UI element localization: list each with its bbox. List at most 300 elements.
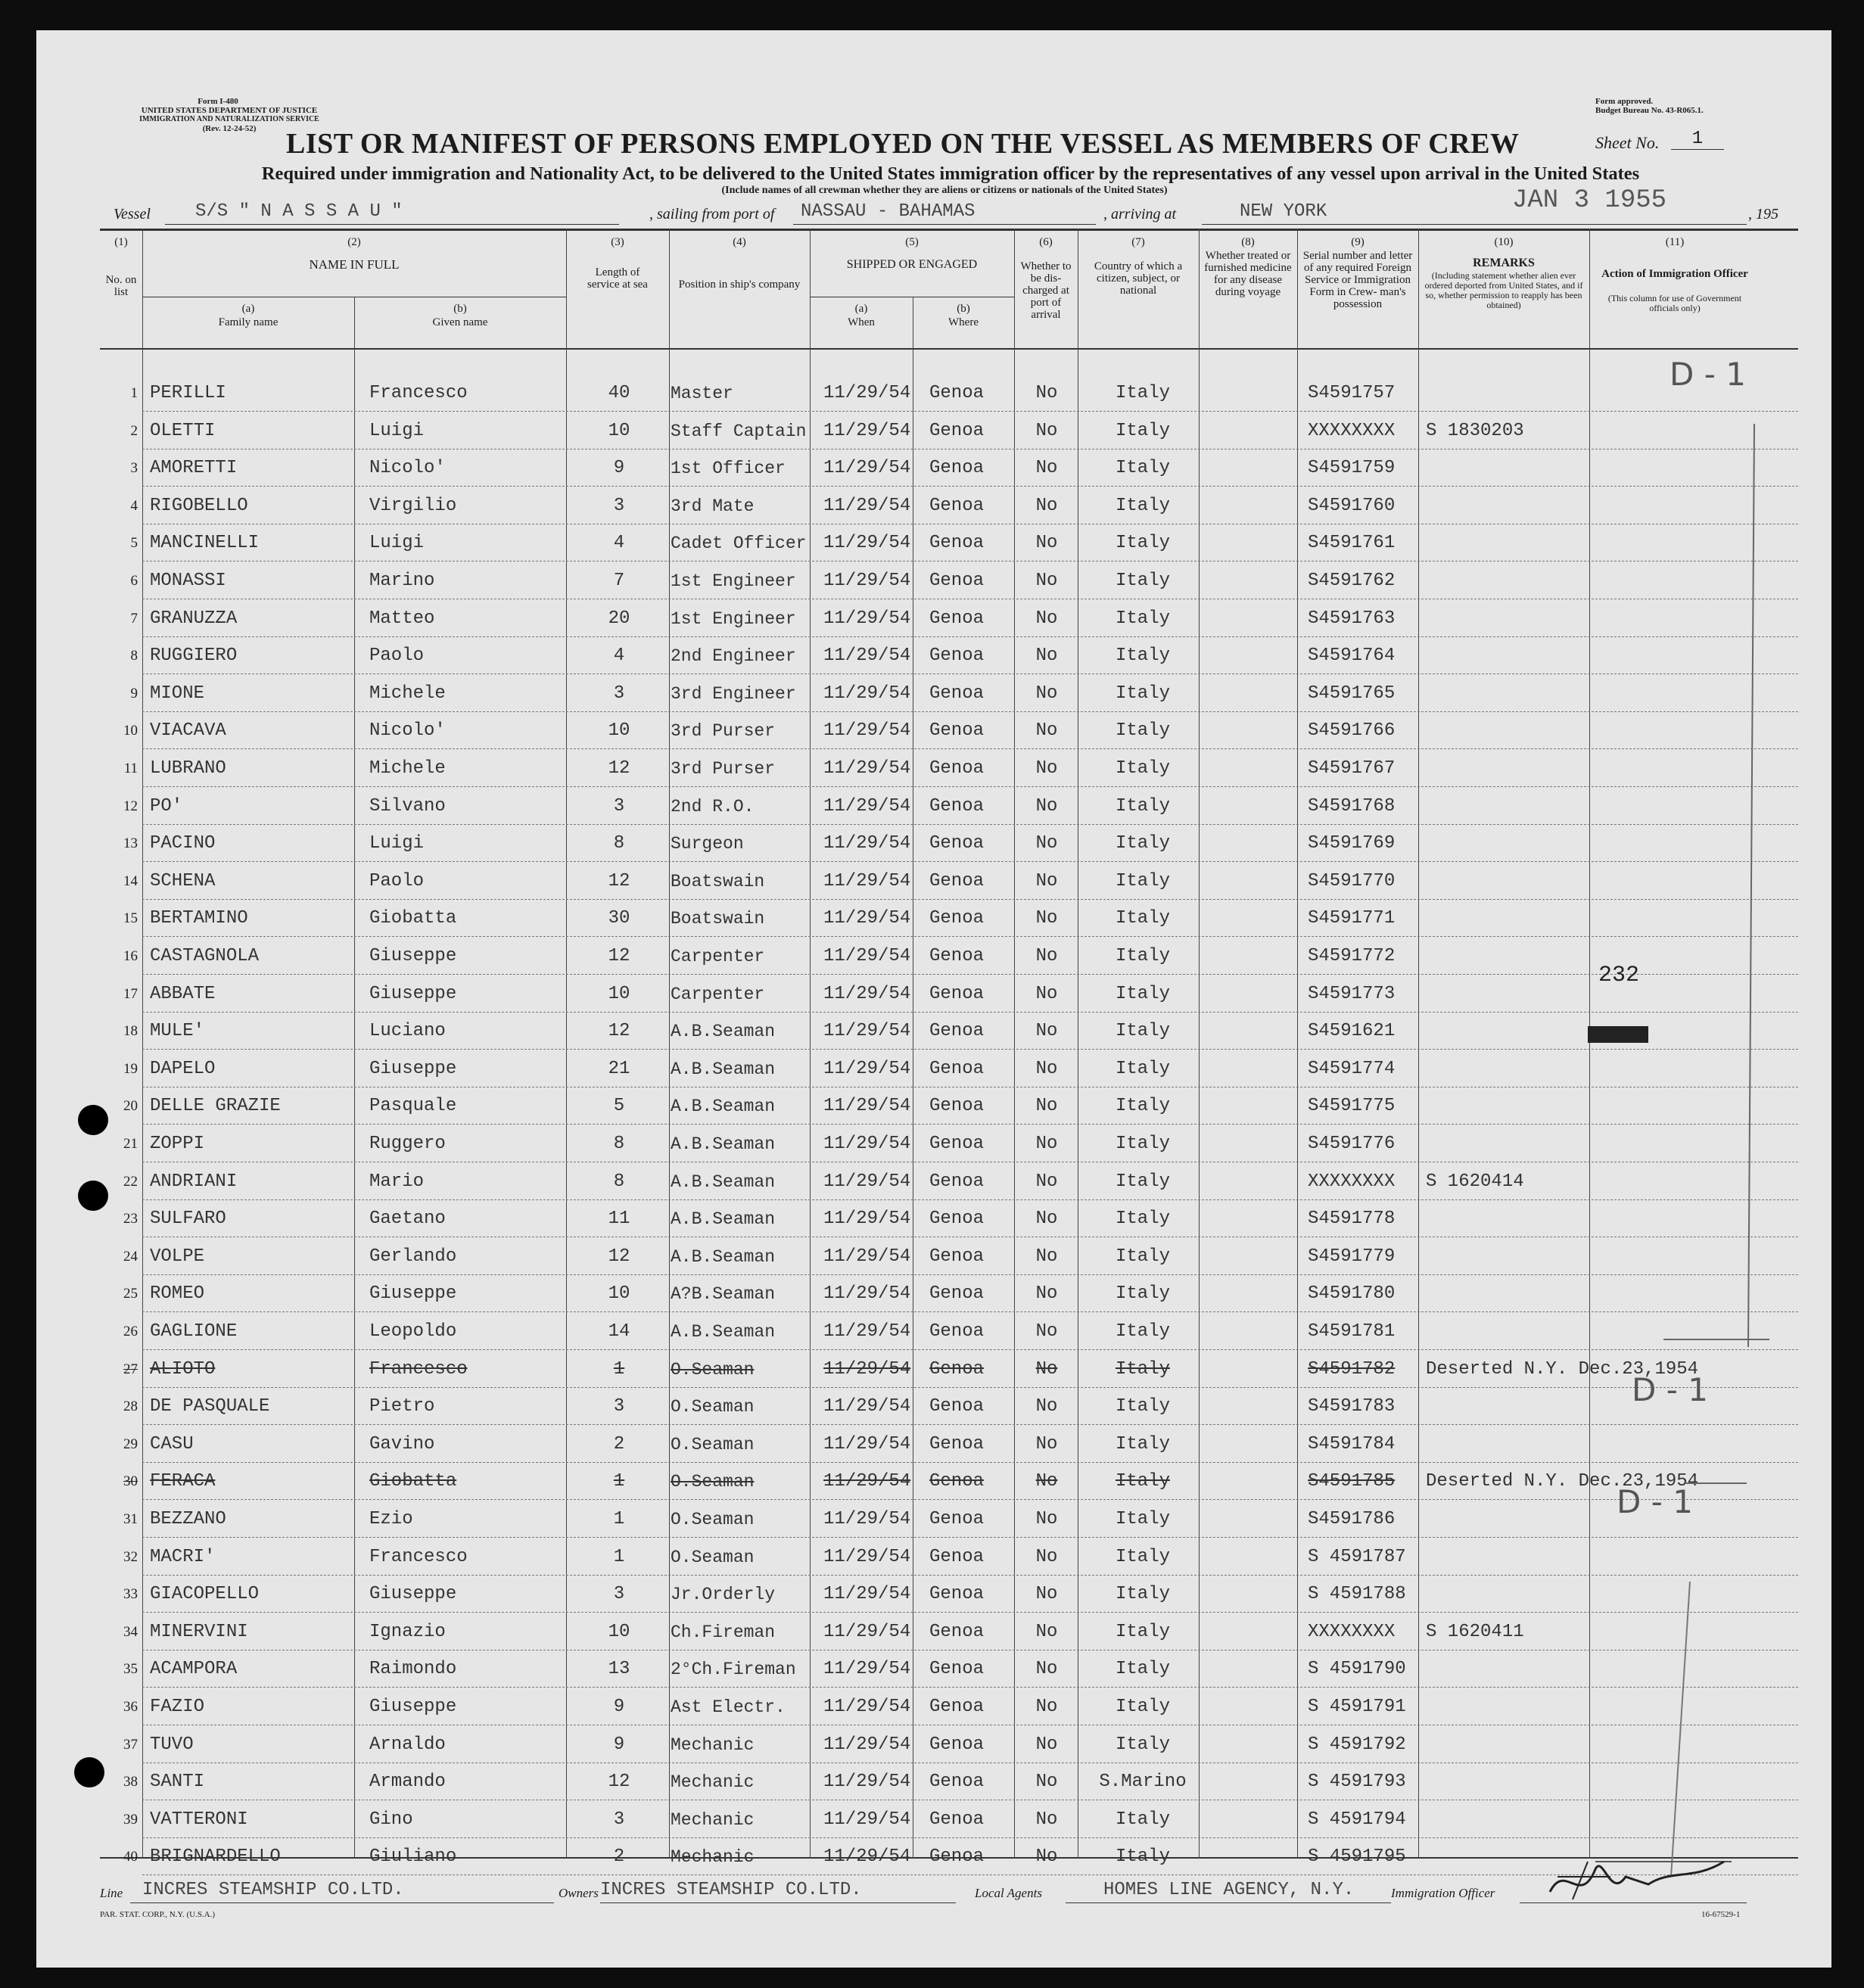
row-number: 39 <box>123 1811 138 1828</box>
family-name: MINERVINI <box>150 1621 248 1642</box>
serial-number: S 4591790 <box>1308 1659 1406 1680</box>
serial-number: S4591780 <box>1308 1283 1396 1305</box>
ship-position: O.Seaman <box>671 1434 755 1454</box>
shipped-when: 11/29/54 <box>823 495 911 516</box>
country: Italy <box>1115 1584 1170 1605</box>
owners-label: Owners <box>559 1886 599 1900</box>
row-number: 10 <box>123 723 138 739</box>
family-name: ALIOTO <box>150 1358 216 1380</box>
given-name: Giuseppe <box>369 983 457 1004</box>
shipped-when: 11/29/54 <box>823 458 911 479</box>
given-name: Giuseppe <box>369 1283 457 1305</box>
family-name: LUBRANO <box>150 758 226 779</box>
shipped-when: 11/29/54 <box>823 795 911 817</box>
service-length: 3 <box>613 795 625 817</box>
row-number: 1 <box>130 385 138 401</box>
service-length: 7 <box>613 571 625 591</box>
ship-position: 1st Engineer <box>671 571 796 591</box>
shipped-where: Genoa <box>929 1358 985 1380</box>
ship-position: O.Seaman <box>671 1510 755 1529</box>
shipped-when: 11/29/54 <box>823 1471 911 1492</box>
row-number: 20 <box>123 1098 138 1115</box>
shipped-when: 11/29/54 <box>823 983 911 1004</box>
discharged: No <box>1035 720 1058 742</box>
shipped-where: Genoa <box>929 1321 985 1342</box>
discharged: No <box>1035 1809 1058 1830</box>
family-name: PO' <box>150 795 183 817</box>
shipped-when: 11/29/54 <box>823 1846 911 1868</box>
given-name: Michele <box>369 758 446 779</box>
discharged: No <box>1035 1321 1058 1342</box>
country: Italy <box>1115 383 1170 403</box>
given-name: Ezio <box>369 1509 413 1529</box>
country: Italy <box>1115 1621 1170 1642</box>
family-name: ACAMPORA <box>150 1659 238 1680</box>
form-number: Form I-480 <box>198 97 238 106</box>
country: Italy <box>1115 1471 1170 1492</box>
discharged: No <box>1035 1058 1058 1079</box>
service-length: 11 <box>608 1209 630 1230</box>
service-length: 5 <box>613 1096 625 1117</box>
family-name: MANCINELLI <box>150 533 260 554</box>
shipped-where: Genoa <box>929 458 985 479</box>
shipped-when: 11/29/54 <box>823 1209 911 1230</box>
officer-signature <box>1542 1846 1739 1915</box>
given-name: Giobatta <box>369 908 457 929</box>
country: Italy <box>1115 1697 1170 1717</box>
hdr-5b: (b) <box>957 303 970 315</box>
row-number: 22 <box>123 1173 138 1190</box>
serial-number: S4591779 <box>1308 1246 1396 1267</box>
shipped-where: Genoa <box>929 1546 985 1567</box>
shipped-where: Genoa <box>929 1734 985 1755</box>
serial-number: S4591782 <box>1308 1358 1396 1380</box>
country: Italy <box>1115 795 1170 817</box>
discharged: No <box>1035 1546 1058 1567</box>
service-length: 9 <box>613 458 625 479</box>
remarks: S 1830203 <box>1426 420 1524 441</box>
country: Italy <box>1115 1058 1170 1079</box>
remarks: S 1620414 <box>1426 1171 1524 1192</box>
country: Italy <box>1115 870 1170 891</box>
shipped-when: 11/29/54 <box>823 1621 911 1642</box>
shipped-when: 11/29/54 <box>823 1058 911 1079</box>
ship-position: O.Seaman <box>671 1472 755 1492</box>
ship-position: O.Seaman <box>671 1359 755 1380</box>
discharged: No <box>1035 946 1058 966</box>
row-number: 24 <box>123 1248 138 1265</box>
country: Italy <box>1115 420 1170 441</box>
shipped-where: Genoa <box>929 946 985 966</box>
shipped-where: Genoa <box>929 1096 985 1117</box>
discharged: No <box>1035 1659 1058 1680</box>
shipped-when: 11/29/54 <box>823 870 911 891</box>
ship-position: A.B.Seaman <box>671 1022 776 1042</box>
country: Italy <box>1115 571 1170 591</box>
family-name: GRANUZZA <box>150 608 238 629</box>
service-length: 12 <box>608 870 630 891</box>
serial-number: S4591784 <box>1308 1433 1396 1454</box>
shipped-where: Genoa <box>929 833 985 854</box>
row-number: 7 <box>130 610 138 627</box>
punch-hole <box>78 1105 108 1135</box>
hdr-discharged: Whether to be dis- charged at port of arrival <box>1020 260 1072 321</box>
country: Italy <box>1115 983 1170 1004</box>
row-number: 17 <box>123 985 138 1002</box>
discharged: No <box>1035 1772 1058 1793</box>
row-number: 28 <box>123 1398 138 1415</box>
row-number: 25 <box>123 1286 138 1302</box>
serial-number: S4591759 <box>1308 458 1396 479</box>
shipped-when: 11/29/54 <box>823 646 911 667</box>
given-name: Luciano <box>369 1021 446 1042</box>
shipped-when: 11/29/54 <box>823 383 911 403</box>
punch-hole <box>74 1757 104 1787</box>
hdr-shipped: SHIPPED OR ENGAGED <box>846 258 978 271</box>
country: Italy <box>1115 1283 1170 1305</box>
owners-name: INCRES STEAMSHIP CO.LTD. <box>600 1880 862 1900</box>
country: Italy <box>1115 1021 1170 1042</box>
family-name: FERACA <box>150 1471 216 1492</box>
shipped-where: Genoa <box>929 1846 985 1868</box>
discharged: No <box>1035 1396 1058 1417</box>
family-name: VATTERONI <box>150 1809 248 1830</box>
discharged: No <box>1035 833 1058 854</box>
row-number: 13 <box>123 835 138 852</box>
ship-position: A.B.Seaman <box>671 1059 776 1079</box>
family-name: MACRI' <box>150 1546 216 1567</box>
shipped-where: Genoa <box>929 758 985 779</box>
arriving-label: , arriving at <box>1103 206 1177 222</box>
serial-number: S4591776 <box>1308 1134 1396 1154</box>
ship-position: A.B.Seaman <box>671 1246 776 1267</box>
service-length: 8 <box>613 1171 625 1192</box>
family-name: ANDRIANI <box>150 1171 238 1192</box>
discharged: No <box>1035 1096 1058 1117</box>
hdr-remarks: REMARKS <box>1473 257 1535 269</box>
family-name: GAGLIONE <box>150 1321 238 1342</box>
ship-position: A.B.Seaman <box>671 1322 776 1342</box>
shipped-where: Genoa <box>929 1396 985 1417</box>
serial-number: S4591772 <box>1308 946 1396 966</box>
ship-position: Mechanic <box>671 1809 755 1830</box>
discharged: No <box>1035 1171 1058 1192</box>
remarks: Deserted N.Y. Dec.23,1954 <box>1426 1358 1699 1380</box>
shipped-where: Genoa <box>929 870 985 891</box>
subtitle: Required under immigration and Nationality Act, to be delivered to the United States immigration officer by the representatives of any vessel upon arrival in the United States <box>261 163 1640 184</box>
discharged: No <box>1035 1134 1058 1154</box>
shipped-when: 11/29/54 <box>823 1659 911 1680</box>
hdr-action-note: (This column for use of Government officials only) <box>1607 293 1742 313</box>
hdr-position: Position in ship's company <box>678 278 801 291</box>
ship-position: Master <box>671 384 733 403</box>
hdr-serial: Serial number and letter of any required Foreign Service or Immigration Form in Crew- man's possession <box>1302 250 1413 310</box>
service-length: 8 <box>613 1134 625 1154</box>
ship-position: 2nd Engineer <box>671 646 796 667</box>
manifest-sheet <box>36 30 1831 1968</box>
row-number: 34 <box>123 1623 138 1640</box>
serial-number: S4591766 <box>1308 720 1396 742</box>
shipped-where: Genoa <box>929 1283 985 1305</box>
family-name: DAPELO <box>150 1058 216 1079</box>
given-name: Francesco <box>369 383 468 403</box>
family-name: AMORETTI <box>150 458 238 479</box>
shipped-where: Genoa <box>929 1659 985 1680</box>
serial-number: S4591786 <box>1308 1509 1396 1529</box>
shipped-when: 11/29/54 <box>823 1584 911 1605</box>
service-length: 12 <box>608 1246 630 1267</box>
serial-number: S4591764 <box>1308 646 1396 667</box>
date-stamp: JAN 3 1955 <box>1512 186 1667 215</box>
row-number: 3 <box>130 460 138 477</box>
shipped-when: 11/29/54 <box>823 1509 911 1529</box>
given-name: Ignazio <box>369 1621 446 1642</box>
serial-number: S4591781 <box>1308 1321 1396 1342</box>
shipped-where: Genoa <box>929 908 985 929</box>
discharged: No <box>1035 1209 1058 1230</box>
serial-number: S4591778 <box>1308 1209 1396 1230</box>
country: Italy <box>1115 1134 1170 1154</box>
ship-position: 3rd Purser <box>671 759 776 779</box>
given-name: Luigi <box>369 533 425 554</box>
serial-number: S4591767 <box>1308 758 1396 779</box>
ship-position: Mechanic <box>671 1734 755 1755</box>
row-number: 32 <box>123 1548 138 1565</box>
discharged: No <box>1035 495 1058 516</box>
shipped-where: Genoa <box>929 1058 985 1079</box>
discharged: No <box>1035 983 1058 1004</box>
ship-position: 3rd Mate <box>671 496 755 516</box>
discharged: No <box>1035 908 1058 929</box>
family-name: MONASSI <box>150 571 226 591</box>
shipped-when: 11/29/54 <box>823 908 911 929</box>
given-name: Raimondo <box>369 1659 457 1680</box>
ship-position: Mechanic <box>671 1847 755 1868</box>
shipped-where: Genoa <box>929 495 985 516</box>
country: Italy <box>1115 1396 1170 1417</box>
country: Italy <box>1115 1209 1170 1230</box>
agents-label: Local Agents <box>975 1886 1042 1900</box>
service-length: 12 <box>608 946 630 966</box>
sailing-label: , sailing from port of <box>649 206 775 222</box>
shipped-where: Genoa <box>929 1621 985 1642</box>
shipped-when: 11/29/54 <box>823 533 911 554</box>
shipped-where: Genoa <box>929 1171 985 1192</box>
shipped-when: 11/29/54 <box>823 946 911 966</box>
given-name: Francesco <box>369 1546 468 1567</box>
shipped-when: 11/29/54 <box>823 683 911 704</box>
discharged: No <box>1035 1734 1058 1755</box>
country: Italy <box>1115 646 1170 667</box>
country: Italy <box>1115 833 1170 854</box>
given-name: Giuliano <box>369 1846 457 1868</box>
shipped-when: 11/29/54 <box>823 1321 911 1342</box>
form-approved: Form approved. <box>1595 97 1654 106</box>
include-note: (Include names of all crewman whether they are aliens or citizens or nationals of the United States) <box>721 185 1168 196</box>
discharged: No <box>1035 420 1058 441</box>
country: Italy <box>1115 1809 1170 1830</box>
country: Italy <box>1115 1433 1170 1454</box>
row-number: 15 <box>123 910 138 927</box>
serial-number: S4591761 <box>1308 533 1396 554</box>
hdr-b: (b) <box>453 303 467 315</box>
hdr-no-on-list: No. on list <box>105 274 137 298</box>
serial-number: XXXXXXXX <box>1308 1171 1396 1192</box>
service-length: 1 <box>613 1509 625 1529</box>
row-number: 9 <box>130 685 138 702</box>
service-length: 3 <box>613 1396 625 1417</box>
serial-number: S4591760 <box>1308 495 1396 516</box>
col-num-2: (2) <box>347 236 361 248</box>
shipped-where: Genoa <box>929 608 985 629</box>
serial-number: S 4591791 <box>1308 1697 1406 1717</box>
punch-hole <box>78 1181 108 1211</box>
hdr-a: (a) <box>241 303 255 315</box>
family-name: SANTI <box>150 1772 205 1793</box>
shipped-when: 11/29/54 <box>823 758 911 779</box>
row-number: 19 <box>123 1060 138 1077</box>
row-number: 5 <box>130 535 138 552</box>
row-number: 6 <box>130 573 138 589</box>
family-name: MIONE <box>150 683 205 704</box>
port-name: NASSAU - BAHAMAS <box>801 201 976 222</box>
family-name: BERTAMINO <box>150 908 248 929</box>
service-length: 10 <box>608 983 630 1004</box>
shipped-when: 11/29/54 <box>823 833 911 854</box>
shipped-where: Genoa <box>929 420 985 441</box>
ship-position: A.B.Seaman <box>671 1134 776 1154</box>
department: UNITED STATES DEPARTMENT OF JUSTICE <box>141 106 318 115</box>
given-name: Giobatta <box>369 1471 457 1492</box>
country: Italy <box>1115 1358 1170 1380</box>
country: Italy <box>1115 908 1170 929</box>
col-num-7: (7) <box>1131 236 1145 248</box>
shipped-when: 11/29/54 <box>823 1433 911 1454</box>
row-number: 21 <box>123 1136 138 1152</box>
discharged: No <box>1035 1584 1058 1605</box>
discharged: No <box>1035 758 1058 779</box>
serial-number: XXXXXXXX <box>1308 420 1396 441</box>
col-num-8: (8) <box>1241 236 1255 248</box>
row-number: 31 <box>123 1511 138 1527</box>
shipped-where: Genoa <box>929 1433 985 1454</box>
family-name: FAZIO <box>150 1697 205 1717</box>
shipped-when: 11/29/54 <box>823 1283 911 1305</box>
family-name: ROMEO <box>150 1283 205 1305</box>
country: Italy <box>1115 533 1170 554</box>
annotation-d1: D - 1 <box>1670 356 1746 393</box>
service-length: 20 <box>608 608 630 629</box>
officer-label: Immigration Officer <box>1391 1886 1495 1900</box>
discharged: No <box>1035 533 1058 554</box>
serial-number: S4591621 <box>1308 1021 1396 1042</box>
discharged: No <box>1035 383 1058 403</box>
hdr-name-in-full: NAME IN FULL <box>309 257 400 272</box>
revision: (Rev. 12-24-52) <box>202 124 257 133</box>
country: Italy <box>1115 758 1170 779</box>
given-name: Marino <box>369 571 435 591</box>
budget-bureau: Budget Bureau No. 43-R065.1. <box>1595 106 1704 115</box>
country: Italy <box>1115 1246 1170 1267</box>
discharged: No <box>1035 1433 1058 1454</box>
vessel-label: Vessel <box>114 206 151 222</box>
service-length: 2 <box>613 1433 625 1454</box>
row-number: 14 <box>123 873 138 889</box>
shipped-where: Genoa <box>929 795 985 817</box>
family-name: PERILLI <box>150 383 226 403</box>
serial-number: S4591765 <box>1308 683 1396 704</box>
row-number: 4 <box>130 497 138 514</box>
shipped-where: Genoa <box>929 1584 985 1605</box>
col-num-9: (9) <box>1351 236 1365 248</box>
hdr-remarks-note: (Including statement whether alien ever ordered deported from United States, and if so, whether permission to reapply has been obtained) <box>1424 270 1583 310</box>
given-name: Gavino <box>369 1433 435 1454</box>
country: Italy <box>1115 495 1170 516</box>
service-length: 10 <box>608 1283 630 1305</box>
ship-position: 2nd R.O. <box>671 796 755 817</box>
given-name: Gaetano <box>369 1209 446 1230</box>
shipped-when: 11/29/54 <box>823 1734 911 1755</box>
given-name: Nicolo' <box>369 720 446 742</box>
given-name: Francesco <box>369 1358 468 1380</box>
col-num-1: (1) <box>114 236 128 248</box>
year-suffix: , 195 <box>1748 206 1778 222</box>
ship-position: O.Seaman <box>671 1547 755 1567</box>
sheet-number: 1 <box>1671 129 1724 150</box>
given-name: Paolo <box>369 646 425 667</box>
given-name: Leopoldo <box>369 1321 457 1342</box>
row-number: 18 <box>123 1023 138 1040</box>
serial-number: S4591762 <box>1308 571 1396 591</box>
shipped-when: 11/29/54 <box>823 1772 911 1793</box>
country: S.Marino <box>1099 1772 1187 1793</box>
family-name: CASU <box>150 1433 194 1454</box>
table-top-rule <box>100 229 1798 231</box>
remarks: S 1620411 <box>1426 1621 1524 1642</box>
row-number: 37 <box>123 1736 138 1753</box>
serial-number: S4591783 <box>1308 1396 1396 1417</box>
serial-number: S4591757 <box>1308 383 1396 403</box>
given-name: Pietro <box>369 1396 435 1417</box>
ship-position: Mechanic <box>671 1772 755 1793</box>
given-name: Giuseppe <box>369 1058 457 1079</box>
sheet-label: Sheet No. <box>1595 133 1660 152</box>
service-length: 1 <box>613 1358 625 1380</box>
shipped-when: 11/29/54 <box>823 1546 911 1567</box>
hdr-treated: Whether treated or furnished medicine for any disease during voyage <box>1204 250 1292 298</box>
serial-number: S4591770 <box>1308 870 1396 891</box>
row-number: 26 <box>123 1324 138 1339</box>
col-num-5: (5) <box>905 236 919 248</box>
country: Italy <box>1115 1321 1170 1342</box>
family-name: TUVO <box>150 1734 194 1755</box>
discharged: No <box>1035 1697 1058 1717</box>
given-name: Giuseppe <box>369 1584 457 1605</box>
service-length: 8 <box>613 833 625 854</box>
shipped-when: 11/29/54 <box>823 1096 911 1117</box>
family-name: ZOPPI <box>150 1134 205 1154</box>
discharged: No <box>1035 608 1058 629</box>
service-length: 9 <box>613 1734 625 1755</box>
shipped-where: Genoa <box>929 1246 985 1267</box>
col-num-4: (4) <box>733 236 746 248</box>
pencil-marks <box>1550 378 1777 1952</box>
discharged: No <box>1035 795 1058 817</box>
ship-position: 2°Ch.Fireman <box>671 1660 796 1680</box>
shipped-where: Genoa <box>929 1809 985 1830</box>
service-length: 12 <box>608 1772 630 1793</box>
ship-position: Cadet Officer <box>671 534 807 554</box>
